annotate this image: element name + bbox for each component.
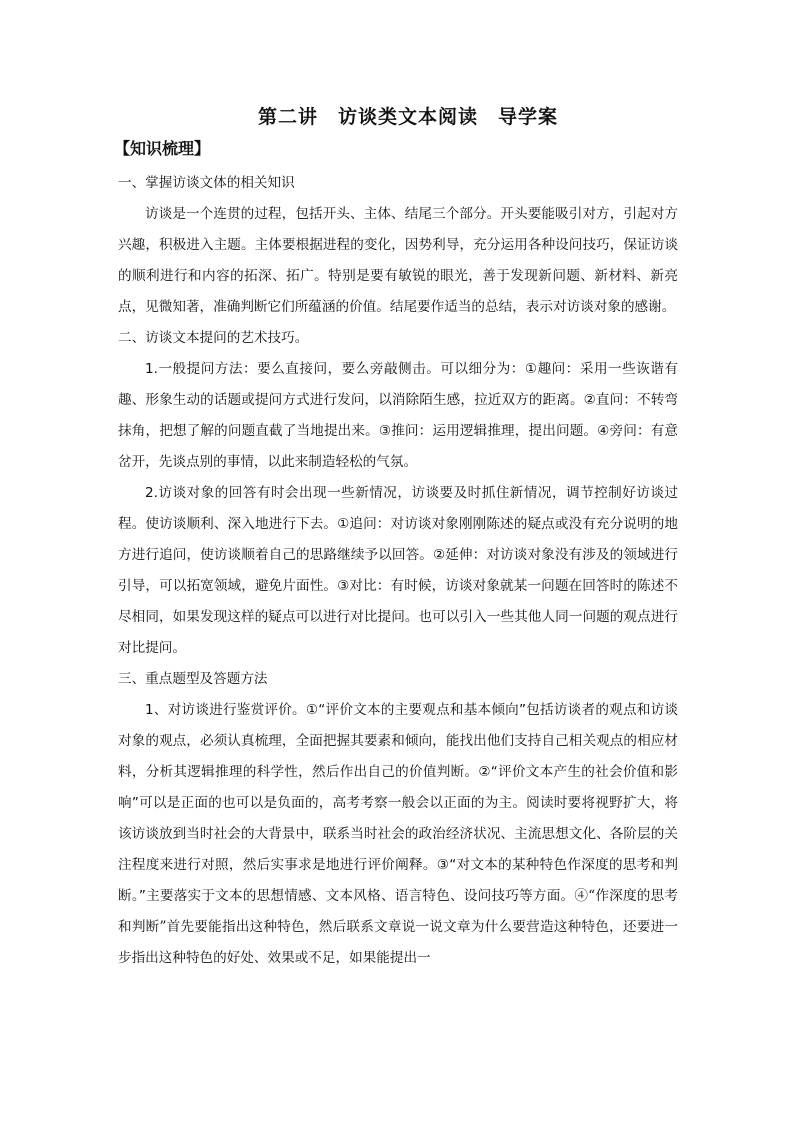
heading-3: 三、重点题型及答题方法 [118,671,268,687]
section-tag: 【知识梳理】 [114,139,211,158]
heading-2: 二、访谈文本提问的艺术技巧。 [118,330,309,346]
paragraph-4-part-b: 主要落实于文本的思想情感、文本风格、语言特色、设问技巧等方面。④“作深度的思考和判断”首先要能指出这种特色，然后联系文章说一说文章为什么要营造这种特色，还要进一步指出这种特色的好处、效果或不足，如果能提出一 [118,888,678,966]
document-page [114,100,678,974]
paragraph-2: 1.一般提问方法：要么直接问，要么旁敲侧击。可以细分为：①趣问：采用一些诙谐有趣、形象生动的话题或提问方式进行发问，以消除陌生感，拉近双方的距离。②直问：不转弯抹角，把想了解的问题直截了当地提出来。③推问：运用逻辑推理，提出问题。④旁问：有意岔开，先谈点别的事情，以此来制造轻松的气氛。 [118,361,678,470]
paragraph-4 [118,695,678,974]
paragraph-4-part-a: 1、对访谈进行鉴赏评价。①“评价文本的主要观点和基本倾向”包括访谈者的观点和访谈对象的观点，必须认真梳理，全面把握其要素和倾向，能找出他们支持自己相关观点的相应材料，分析其逻辑推理的科学性，然后作出自己的价值判断。②“评价文本产生的社会价值和影响”可以是正面的也可以是负面的，高考考察一般会以正面的为主。阅读时要将视野扩大，将该访谈放到当时社会的大背景中，联系当时社会的政治经济状况、主流思想文化、各阶层的关注程度来进行对照，然后实事求是地进行评价阐释。③“对文本的某种特色作深度的思考和判断。” [118,702,678,904]
paragraph-3: 2.访谈对象的回答有时会出现一些新情况，访谈要及时抓住新情况，调节控制好访谈过程。使访谈顺利、深入地进行下去。①追问：对访谈对象刚刚陈述的疑点或没有充分说明的地方进行追问，使访谈顺着自己的思路继续予以回答。②延伸：对访谈对象没有涉及的领域进行引导，可以拓宽领域，避免片面性。③对比：有时候，访谈对象就某一问题在回答时的陈述不尽相同，如果发现这样的疑点可以进行对比提问。也可以引入一些其他人同一问题的观点进行对比提问。 [118,485,678,656]
document-title: 第二讲 访谈类文本阅读 导学案 [257,106,558,128]
heading-1: 一、掌握访谈文体的相关知识 [118,175,295,191]
paragraph-1: 访谈是一个连贯的过程，包括开头、主体、结尾三个部分。开头要能吸引对方，引起对方兴趣，积极进入主题。主体要根据进程的变化，因势利导，充分运用各种设问技巧，保证访谈的顺利进行和内容的拓深、拓广。特别是要有敏锐的眼光，善于发现新问题、新材料、新亮点，见微知著，准确判断它们所蕴涵的价值。结尾要作适当的总结，表示对访谈对象的感谢。 [118,206,678,315]
